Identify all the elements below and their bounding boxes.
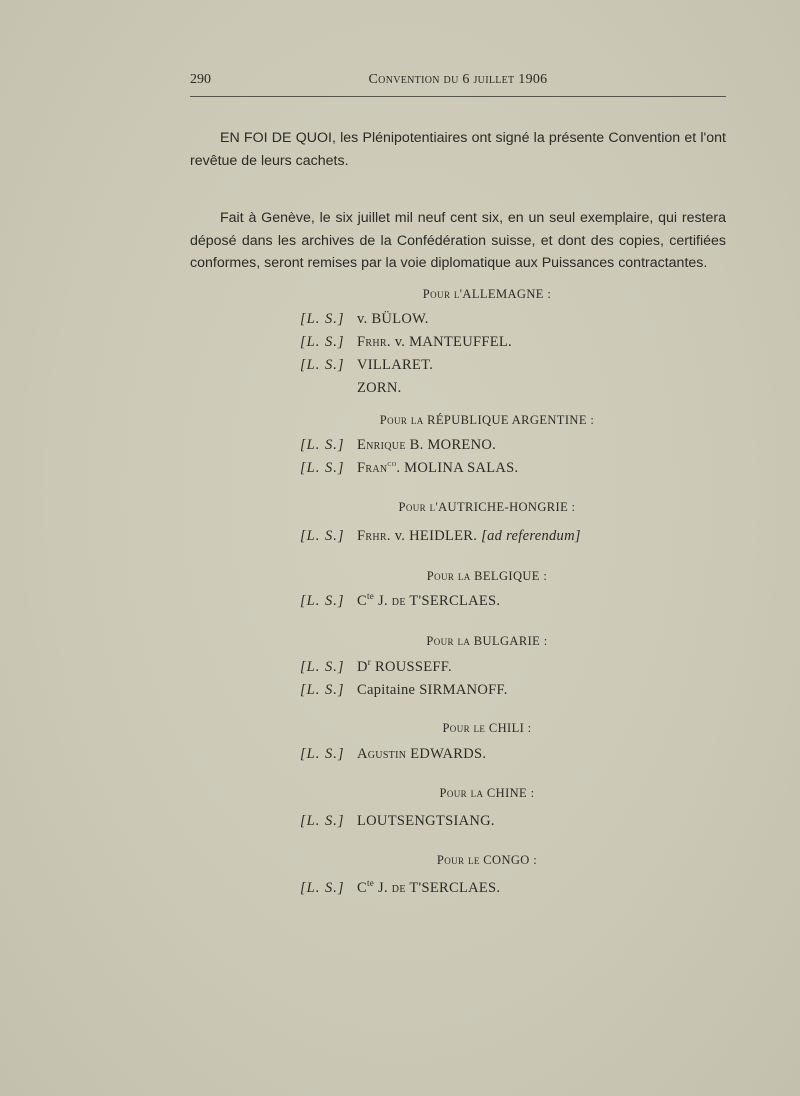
section-heading-belgique: Pour la BELGIQUE : [426,569,548,583]
signatory-name [357,880,500,897]
signatory-name: ZORN. [357,380,402,396]
page-number: 290 [190,72,211,87]
signatory-name: Capitaine SIRMANOFF. [357,682,508,698]
signatory-name [357,437,496,454]
signatory-surname: v. HEIDLER. [394,528,478,544]
signatory-given-name-sup: co [387,458,397,469]
running-title: Convention du 6 juillet 1906 [368,72,548,87]
signatory-title-sup: te [366,878,375,889]
signatory-note: [ad referendum] [481,528,581,544]
paragraph-done-at-geneva: Fait à Genève, le six juillet mil neuf cent six, en un seul exemplaire, qui restera déposé dans les archives de la Confédération suisse, et dont des copies, certifiées conformes, seront remises par la voie diplomatique aux Puissances contractantes. [190,210,726,271]
header-rule [190,96,726,97]
signatory-name [357,659,452,676]
seal-mark: [L. S.] [300,659,345,675]
seal-mark: [L. S.] [300,593,345,609]
signatory-name: LOUTSENGTSIANG. [357,813,495,829]
seal-mark: [L. S.] [300,813,345,829]
section-heading-bulgarie: Pour la BULGARIE : [426,634,548,648]
signatory-surname: B. MORENO. [409,437,497,453]
section-heading-autriche-hongrie: Pour l'AUTRICHE-HONGRIE : [398,500,576,514]
signatory-title: C [357,593,367,609]
section-heading-chine: Pour la CHINE : [439,786,535,800]
section-heading-allemagne: Pour l'ALLEMAGNE : [422,287,552,301]
signatory-name [357,593,500,610]
seal-mark: [L. S.] [300,528,345,544]
seal-mark: [L. S.] [300,682,345,698]
signatory-surname: J. de T'SERCLAES. [374,880,501,896]
signatory-surname: EDWARDS. [410,746,487,762]
section-heading-congo: Pour le CONGO : [436,853,538,867]
signatory-given-name: Enrique [357,437,406,453]
signatory-name: v. BÜLOW. [357,311,429,327]
signatory-title-sup: r [367,657,372,668]
paragraph-in-witness: EN FOI DE QUOI, les Plénipotentiaires ont signé la présente Convention et l'ont revêtue de leurs cachets. [190,130,726,169]
signatory-name: VILLARET. [357,357,434,373]
signatory-title: Frhr. [357,334,391,350]
section-heading-argentine: Pour la RÉPUBLIQUE ARGENTINE : [379,413,595,427]
signatory-surname: J. de T'SERCLAES. [374,593,501,609]
seal-mark: [L. S.] [300,460,345,476]
seal-mark: [L. S.] [300,334,345,350]
page-header [190,72,726,92]
signatory-name [357,334,512,351]
signatory-name [357,528,581,545]
seal-mark: [L. S.] [300,437,345,453]
signatory-title-sup: te [366,591,375,602]
seal-mark: [L. S.] [300,880,345,896]
seal-mark: [L. S.] [300,311,345,327]
section-heading-chili: Pour le CHILI : [442,721,532,735]
signatory-title: C [357,880,367,896]
signatory-given-name: Fran [357,460,388,476]
signatory-title: D [357,659,368,675]
signatory-surname: v. MANTEUFFEL. [394,334,512,350]
signatory-given-name: Agustin [357,746,407,762]
signatory-surname: . MOLINA SALAS. [396,460,519,476]
seal-mark: [L. S.] [300,746,345,762]
seal-mark: [L. S.] [300,357,345,373]
signatory-title: Frhr. [357,528,391,544]
signatory-name [357,460,518,477]
signatory-name [357,746,486,763]
signatory-surname: ROUSSEFF. [371,659,452,675]
